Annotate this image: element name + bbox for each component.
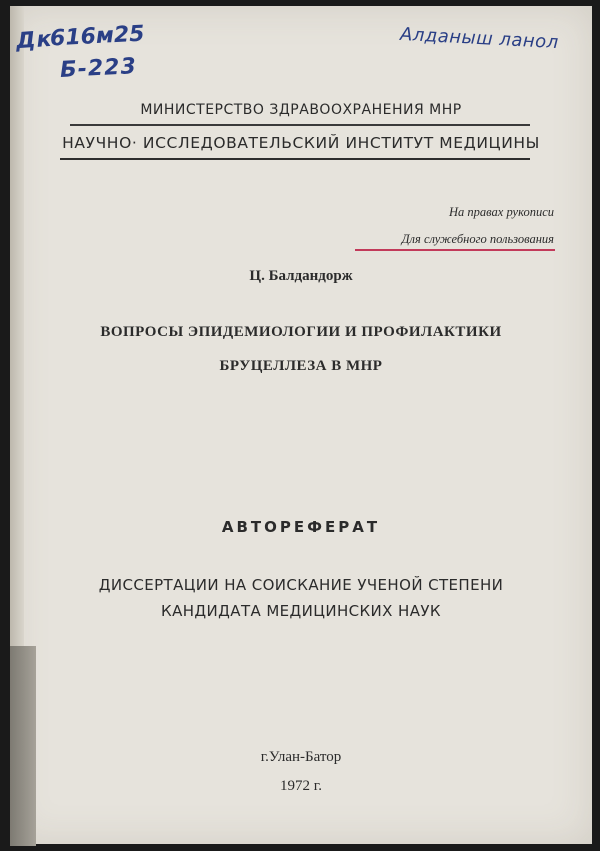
shelf-mark-number: Б-223 <box>59 54 138 83</box>
shelf-mark-code: 616м25 <box>49 21 146 52</box>
degree-line-1: ДИССЕРТАЦИИ НА СОИСКАНИЕ УЧЕНОЙ СТЕПЕНИ <box>98 576 504 594</box>
title-line-2: БРУЦЕЛЛЕЗА В МНР <box>219 358 383 374</box>
binding-strip <box>10 646 36 846</box>
restricted-use-stamp: Для служебного пользования <box>401 232 554 246</box>
document-page <box>10 6 592 844</box>
ministry-name: МИНИСТЕРСТВО ЗДРАВООХРАНЕНИЯ МНР <box>140 102 462 118</box>
manuscript-rights-stamp: На правах рукописи <box>449 205 554 219</box>
imprint-year: 1972 г. <box>280 778 322 794</box>
shelf-mark-prefix: Дк <box>15 26 54 55</box>
title-line-1: ВОПРОСЫ ЭПИДЕМИОЛОГИИ И ПРОФИЛАКТИКИ <box>100 324 502 340</box>
document-type: АВТОРЕФЕРАТ <box>221 518 381 536</box>
header-rule-bottom <box>60 158 530 160</box>
institute-name: НАУЧНО· ИССЛЕДОВАТЕЛЬСКИЙ ИНСТИТУТ МЕДИЦИНЫ <box>62 134 540 152</box>
author-name: Ц. Балдандорж <box>249 268 353 284</box>
red-underline-mark <box>355 249 555 251</box>
header-rule-top <box>70 124 530 126</box>
degree-line-2: КАНДИДАТА МЕДИЦИНСКИХ НАУК <box>161 602 441 620</box>
imprint-city: г.Улан-Батор <box>260 749 342 765</box>
handwritten-note: Алданыш ланол <box>399 23 560 54</box>
